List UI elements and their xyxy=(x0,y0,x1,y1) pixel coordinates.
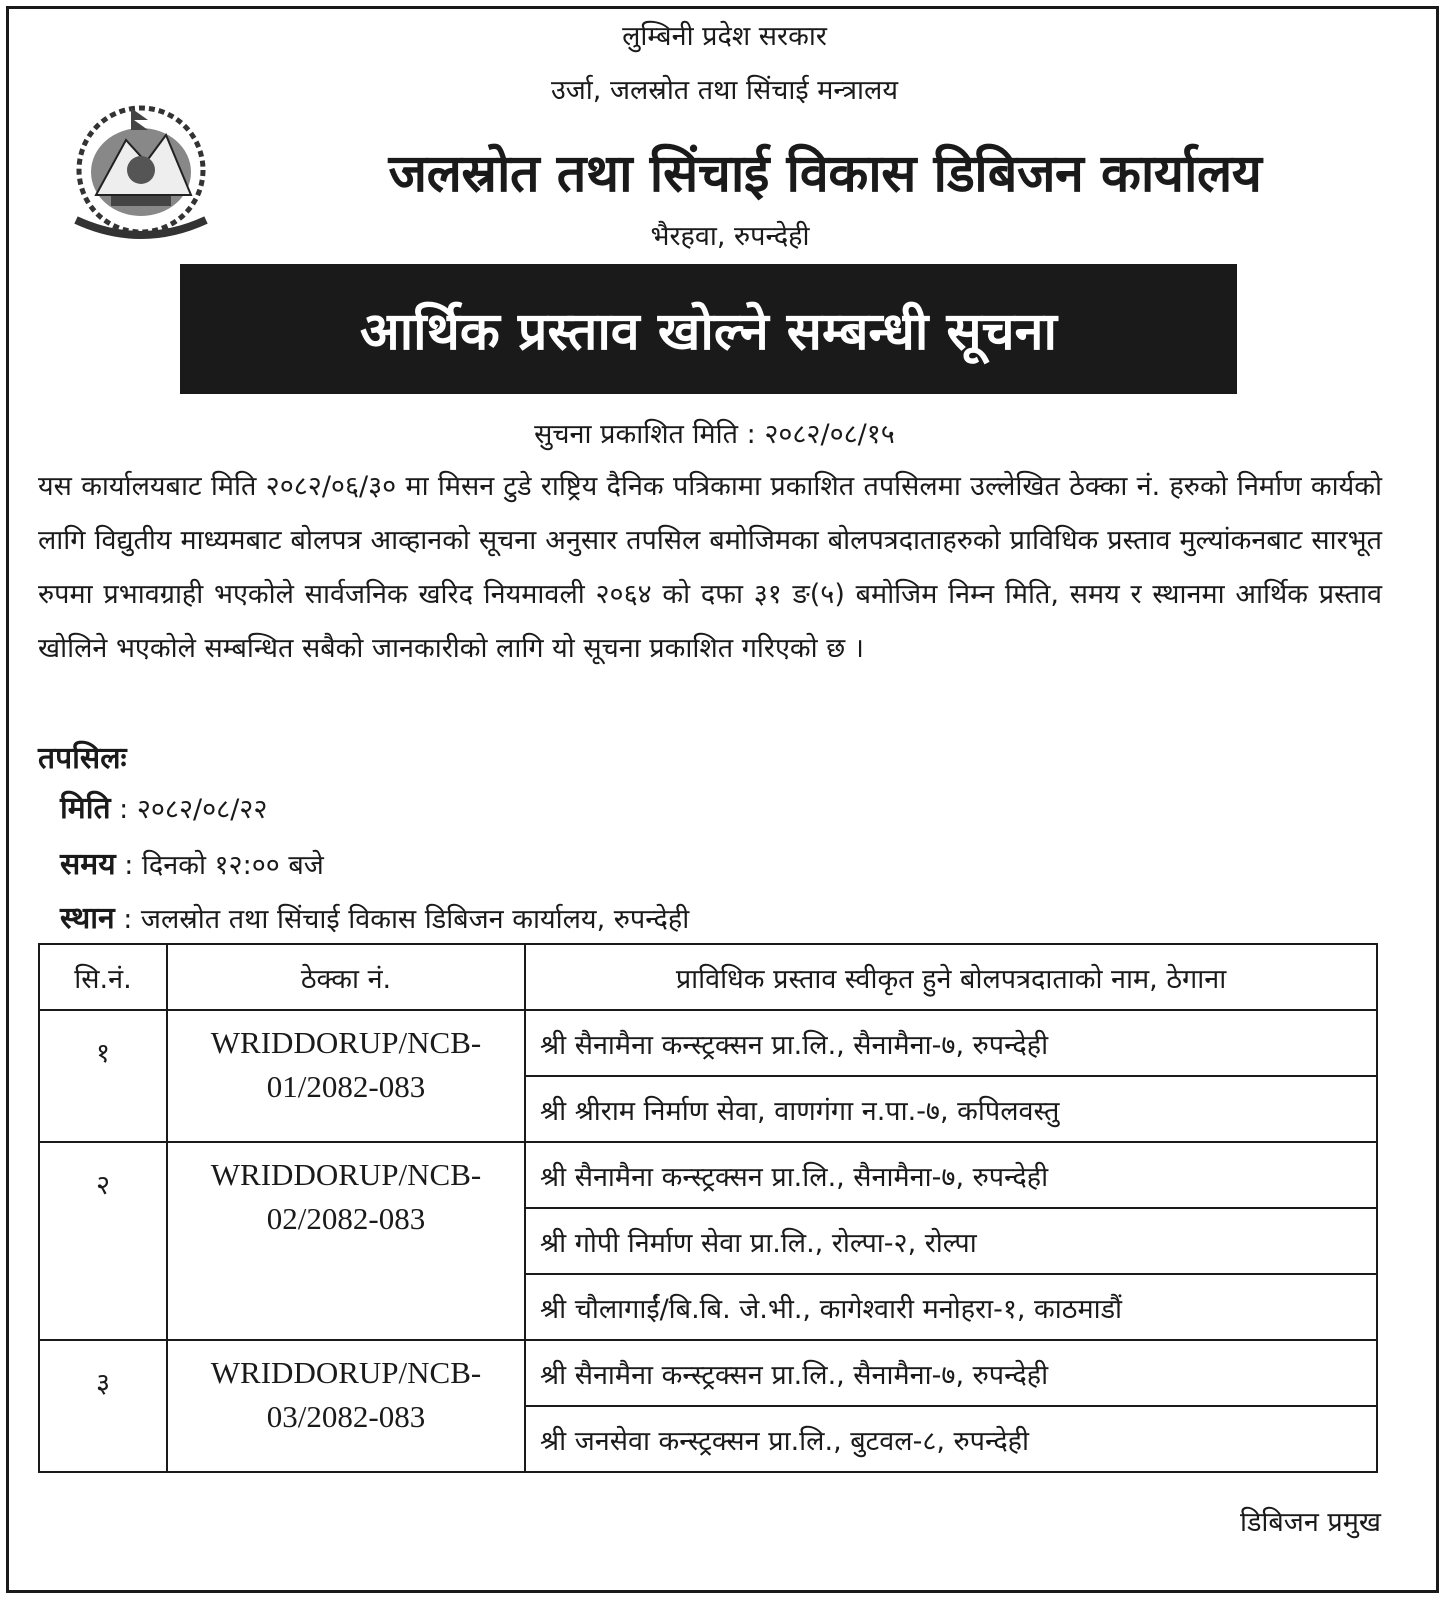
detail-place xyxy=(60,896,689,937)
bidders-table xyxy=(38,943,1378,1473)
serial-cell: २ xyxy=(39,1142,167,1340)
place-label: स्थान xyxy=(60,901,115,936)
office-name: जलस्रोत तथा सिंचाई विकास डिबिजन कार्यालय xyxy=(388,144,1262,204)
serial-cell: १ xyxy=(39,1010,167,1142)
contract-cell xyxy=(167,1010,525,1142)
bidder-cell: श्री गोपी निर्माण सेवा प्रा.लि., रोल्पा-२, रोल्पा xyxy=(525,1208,1377,1274)
bidder-cell: श्री सैनामैना कन्स्ट्रक्सन प्रा.लि., सैनामैना-७, रुपन्देही xyxy=(525,1340,1377,1406)
details-heading: तपसिलः xyxy=(38,741,127,776)
time-value: : दिनको १२:०० बजे xyxy=(115,850,324,881)
bidder-cell: श्री जनसेवा कन्स्ट्रक्सन प्रा.लि., बुटवल-८, रुपन्देही xyxy=(525,1406,1377,1472)
nepal-emblem-icon xyxy=(56,100,226,250)
table-header-row xyxy=(39,944,1377,1010)
header-contract-no: ठेक्का नं. xyxy=(167,944,525,1010)
bidder-cell: श्री सैनामैना कन्स्ट्रक्सन प्रा.लि., सैनामैना-७, रुपन्देही xyxy=(525,1142,1377,1208)
contract-cell xyxy=(167,1340,525,1472)
government-name: लुम्बिनी प्रदेश सरकार xyxy=(622,21,827,52)
contract-line: WRIDDORUP/NCB- xyxy=(210,1025,482,1060)
published-date: सुचना प्रकाशित मिति : २०८२/०८/१५ xyxy=(534,419,895,450)
contract-line: 03/2082-083 xyxy=(266,1399,426,1434)
date-value: : २०८२/०८/२२ xyxy=(110,794,268,825)
contract-line: WRIDDORUP/NCB- xyxy=(210,1355,482,1390)
date-label: मिति xyxy=(60,791,111,826)
ministry-name: उर्जा, जलस्रोत तथा सिंचाई मन्त्रालय xyxy=(550,75,899,106)
table-row xyxy=(39,1010,1377,1076)
detail-time xyxy=(60,842,324,883)
contract-line: WRIDDORUP/NCB- xyxy=(210,1157,482,1192)
office-location: भैरहवा, रुपन्देही xyxy=(650,221,810,252)
time-label: समय xyxy=(60,847,116,882)
serial-cell: ३ xyxy=(39,1340,167,1472)
table-row xyxy=(39,1340,1377,1406)
bidder-cell: श्री चौलागाईं/बि.बि. जे.भी., कागेश्वारी मनोहरा-१, काठमाडौं xyxy=(525,1274,1377,1340)
bidder-cell: श्री श्रीराम निर्माण सेवा, वाणगंगा न.पा.-७, कपिलवस्तु xyxy=(525,1076,1377,1142)
contract-line: 02/2082-083 xyxy=(266,1201,426,1236)
contract-line: 01/2082-083 xyxy=(266,1069,426,1104)
contract-cell xyxy=(167,1142,525,1340)
bidder-cell: श्री सैनामैना कन्स्ट्रक्सन प्रा.लि., सैनामैना-७, रुपन्देही xyxy=(525,1010,1377,1076)
detail-date xyxy=(60,786,267,827)
table-row xyxy=(39,1142,1377,1208)
place-value: : जलस्रोत तथा सिंचाई विकास डिबिजन कार्यालय, रुपन्देही xyxy=(114,904,690,935)
notice-title: आर्थिक प्रस्ताव खोल्ने सम्बन्धी सूचना xyxy=(360,301,1057,362)
header-bidder: प्राविधिक प्रस्ताव स्वीकृत हुने बोलपत्रदाताको नाम, ठेगाना xyxy=(525,944,1377,1010)
notice-title-banner xyxy=(180,264,1237,394)
signature-title: डिबिजन प्रमुख xyxy=(1239,1507,1381,1538)
header-serial: सि.नं. xyxy=(39,944,167,1010)
notice-body: यस कार्यालयबाट मिति २०८२/०६/३० मा मिसन टुडे राष्ट्रिय दैनिक पत्रिकामा प्रकाशित तपसिलमा उल्लेखित ठेक्का नं. हरुको निर्माण कार्यको लागि विद्युतीय माध्यमबाट बोलपत्र आव्हानको सूचना अनुसार तपसिल बमोजिमका बोलपत्रदाताहरुको प्राविधिक प्रस्ताव मुल्यांकनबाट सारभूत रुपमा प्रभावग्राही भएकोले सार्वजनिक खरिद नियमावली २०६४ को दफा ३१ ङ(५) बमोजिम निम्न मिति, समय र स्थानमा आर्थिक प्रस्ताव खोलिने भएकोले सम्बन्धित सबैको जानकारीको लागि यो सूचना प्रकाशित गरिएको छ । xyxy=(38,471,1382,664)
